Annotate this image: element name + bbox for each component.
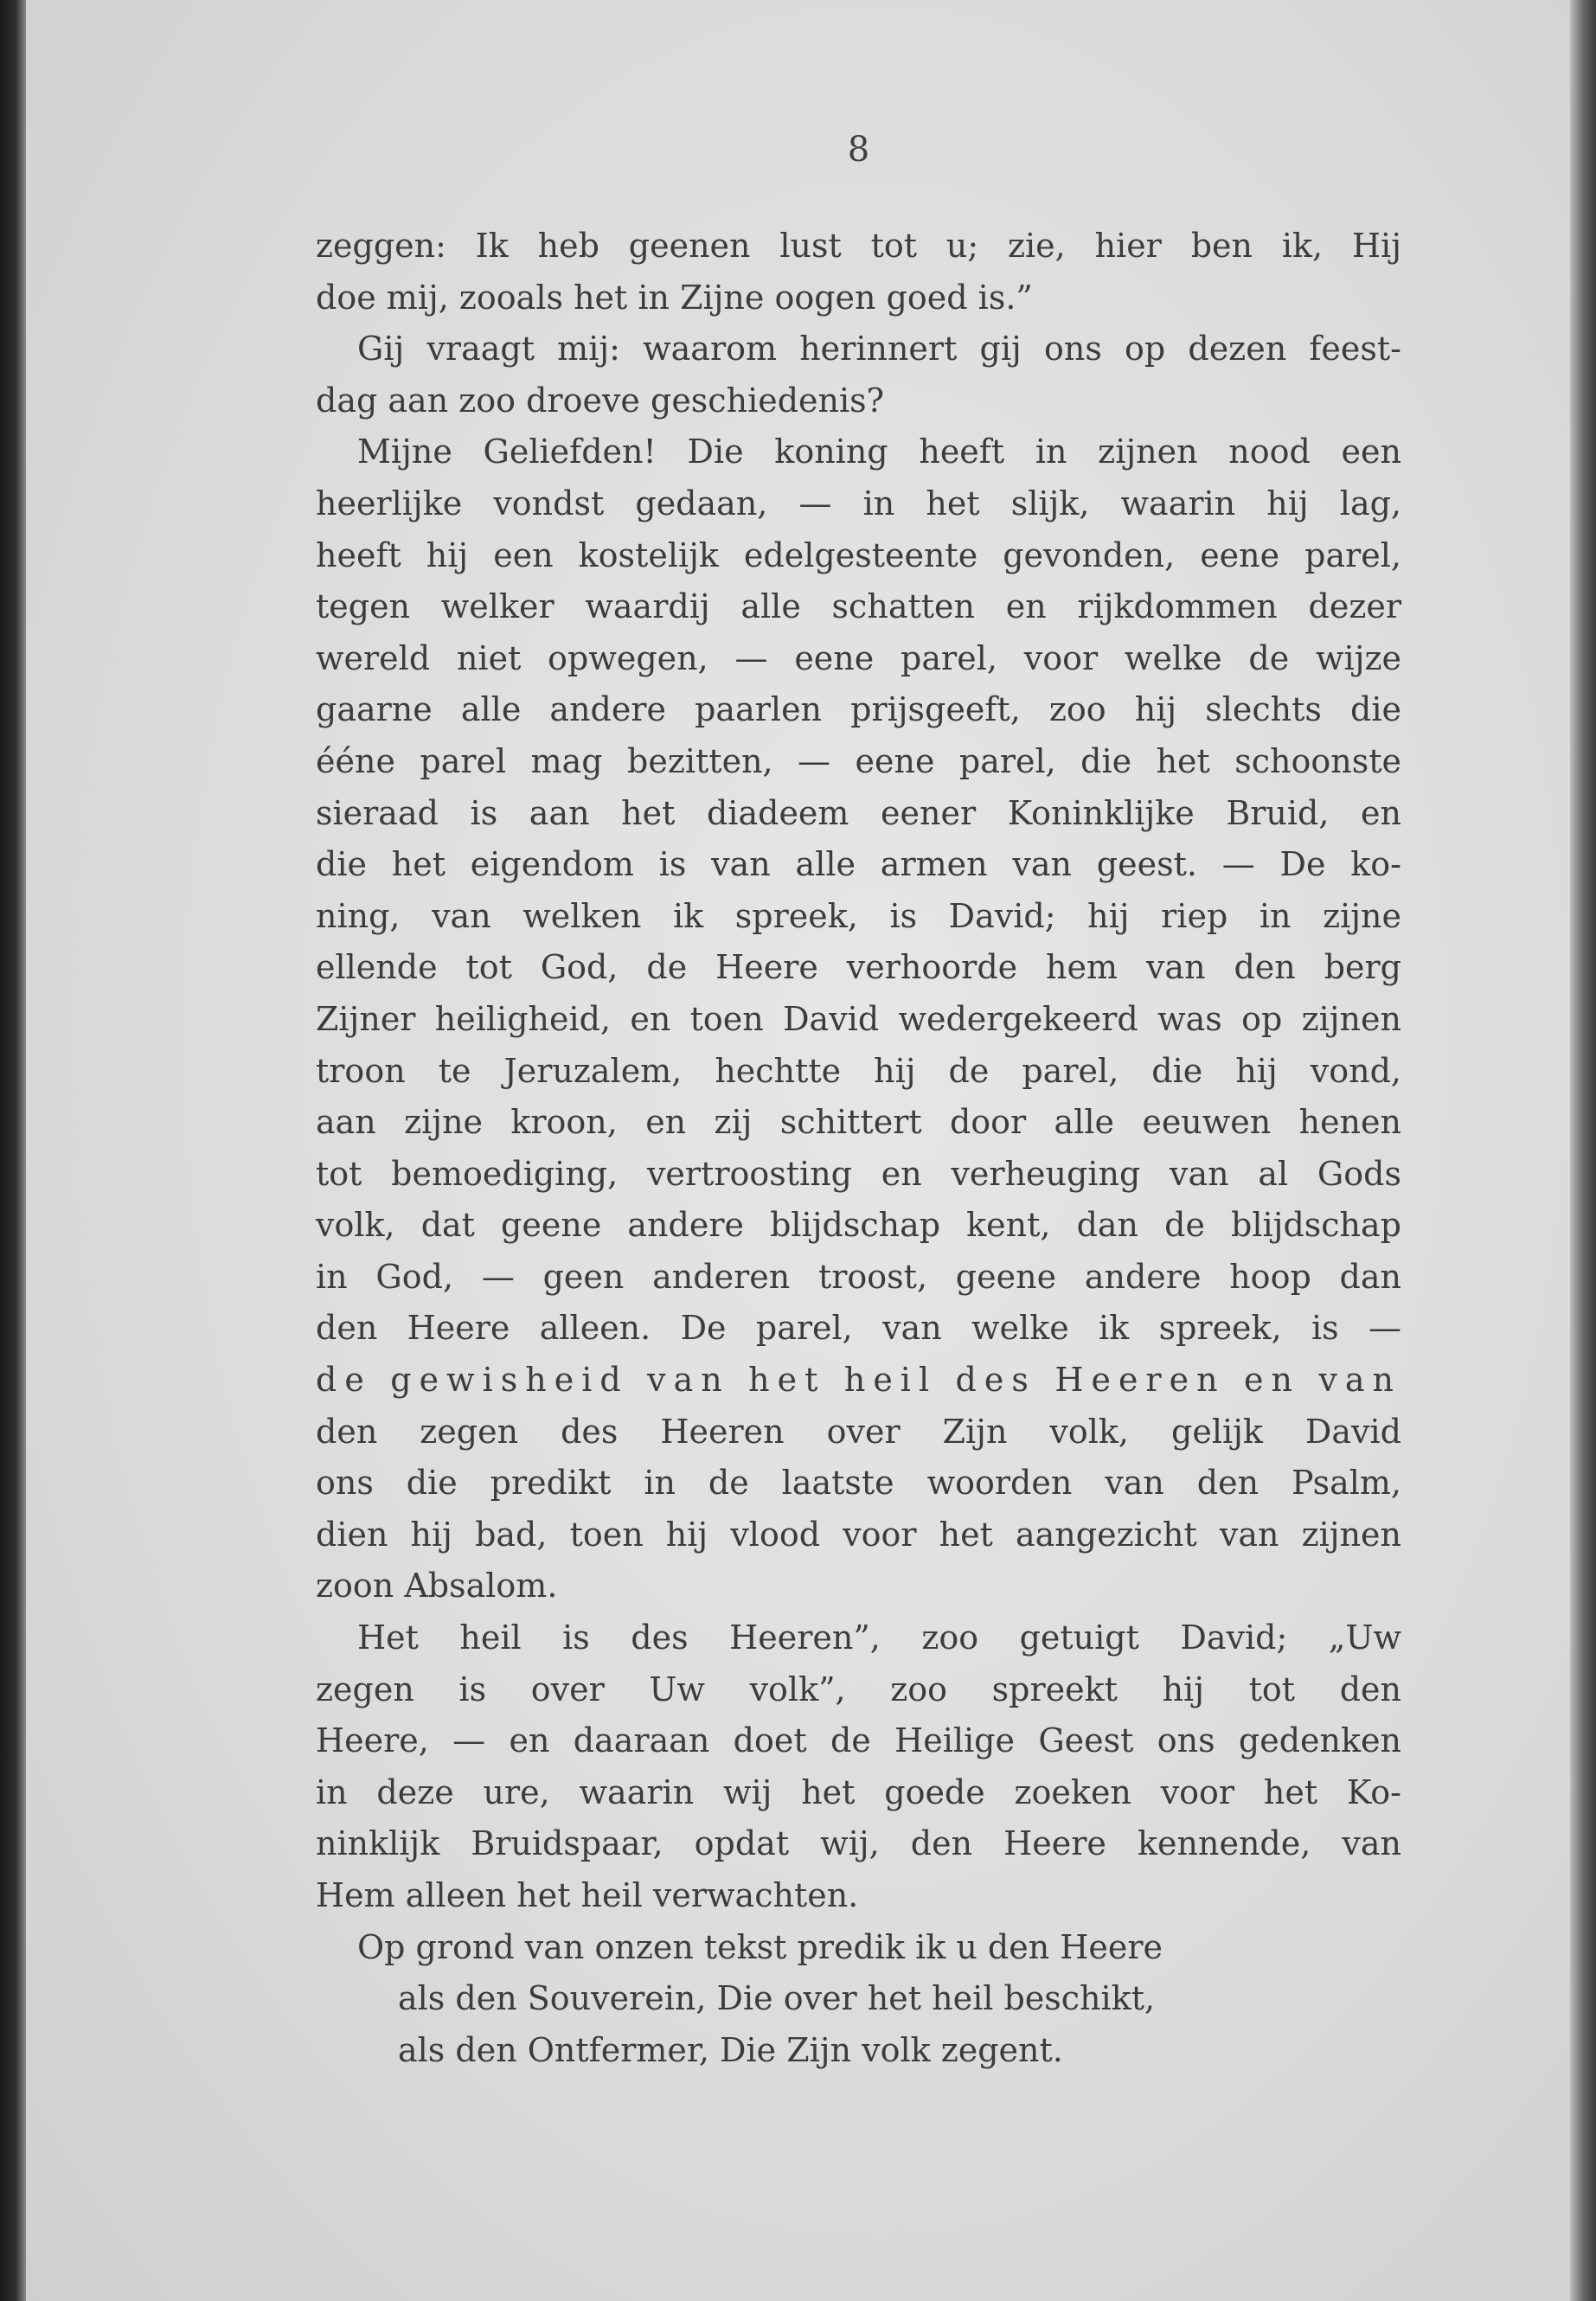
text-line: sieraad is aan het diadeem eener Koninklijke Bruid, en bbox=[316, 793, 1401, 832]
text-line: ning, van welken ik spreek, is David; hij riep in zijne bbox=[316, 896, 1401, 935]
scan-left-edge bbox=[0, 0, 26, 2301]
text-line: dien hij bad, toen hij vlood voor het aangezicht van zijnen bbox=[316, 1515, 1401, 1554]
text-line: doe mij, zooals het in Zijne oogen goed is.” bbox=[316, 278, 1033, 317]
text-line: Gij vraagt mij: waarom herinnert gij ons op dezen feest- bbox=[357, 330, 1401, 369]
text-line: zeggen: Ik heb geenen lust tot u; zie, hier ben ik, Hij bbox=[316, 227, 1401, 265]
text-line: ninklijk Bruidspaar, opdat wij, den Heere kennende, van bbox=[316, 1824, 1401, 1863]
text-line: heeft hij een kostelijk edelgesteente gevonden, eene parel, bbox=[316, 535, 1401, 574]
text-line: gaarne alle andere paarlen prijsgeeft, zoo hij slechts die bbox=[316, 690, 1401, 729]
text-line: in God, — geen anderen troost, geene andere hoop dan bbox=[316, 1257, 1401, 1296]
text-line-spaced: de gewisheid van het heil des Heeren en van bbox=[316, 1361, 1401, 1400]
text-line: ellende tot God, de Heere verhoorde hem van den berg bbox=[316, 948, 1401, 987]
text-line: zoon Absalom. bbox=[316, 1567, 558, 1606]
text-line: als den Souverein, Die over het heil beschikt, bbox=[398, 1979, 1156, 2018]
text-line-spaced: zegen is over Uw volk”, zoo spreekt hij tot den bbox=[316, 1670, 1401, 1708]
text-line: Hem alleen het heil verwachten. bbox=[316, 1876, 859, 1914]
text-line: Heere, — en daaraan doet de Heilige Geest ons gedenken bbox=[316, 1721, 1401, 1760]
text-line-spaced: Het heil is des Heeren”, zoo getuigt David; „Uw bbox=[357, 1618, 1401, 1657]
text-line: in deze ure, waarin wij het goede zoeken voor het Ko- bbox=[316, 1772, 1401, 1811]
text-line: die het eigendom is van alle armen van geest. — De ko- bbox=[316, 845, 1401, 884]
text-line: ons die predikt in de laatste woorden van den Psalm, bbox=[316, 1464, 1401, 1503]
page-number: 8 bbox=[847, 130, 870, 170]
text-line: dag aan zoo droeve geschiedenis? bbox=[316, 381, 885, 420]
text-line: als den Ontfermer, Die Zijn volk zegent. bbox=[398, 2030, 1063, 2069]
text-line: tot bemoediging, vertroosting en verheuging van al Gods bbox=[316, 1154, 1401, 1193]
text-line: heerlijke vondst gedaan, — in het slijk, waarin hij lag, bbox=[316, 484, 1401, 522]
text-line: den Heere alleen. De parel, van welke ik spreek, is — bbox=[316, 1309, 1401, 1348]
text-line: wereld niet opwegen, — eene parel, voor welke de wijze bbox=[316, 638, 1401, 677]
text-line: aan zijne kroon, en zij schittert door alle eeuwen henen bbox=[316, 1103, 1401, 1142]
text-line: Op grond van onzen tekst predik ik u den Heere bbox=[357, 1927, 1163, 1966]
text-line: volk, dat geene andere blijdschap kent, dan de blijdschap bbox=[316, 1206, 1401, 1245]
text-line: tegen welker waardij alle schatten en rijkdommen dezer bbox=[316, 587, 1401, 626]
scan-right-edge bbox=[1570, 0, 1596, 2301]
text-line: Mijne Geliefden! Die koning heeft in zijnen nood een bbox=[357, 433, 1401, 471]
text-line: troon te Jeruzalem, hechtte hij de parel, die hij vond, bbox=[316, 1051, 1401, 1090]
text-line-spaced: den zegen des Heeren over Zijn volk, gelijk David bbox=[316, 1412, 1401, 1451]
text-line: Zijner heiligheid, en toen David wedergekeerd was op zijnen bbox=[316, 999, 1401, 1038]
body-text bbox=[316, 221, 1401, 2076]
text-line: ééne parel mag bezitten, — eene parel, die het schoonste bbox=[316, 741, 1401, 780]
